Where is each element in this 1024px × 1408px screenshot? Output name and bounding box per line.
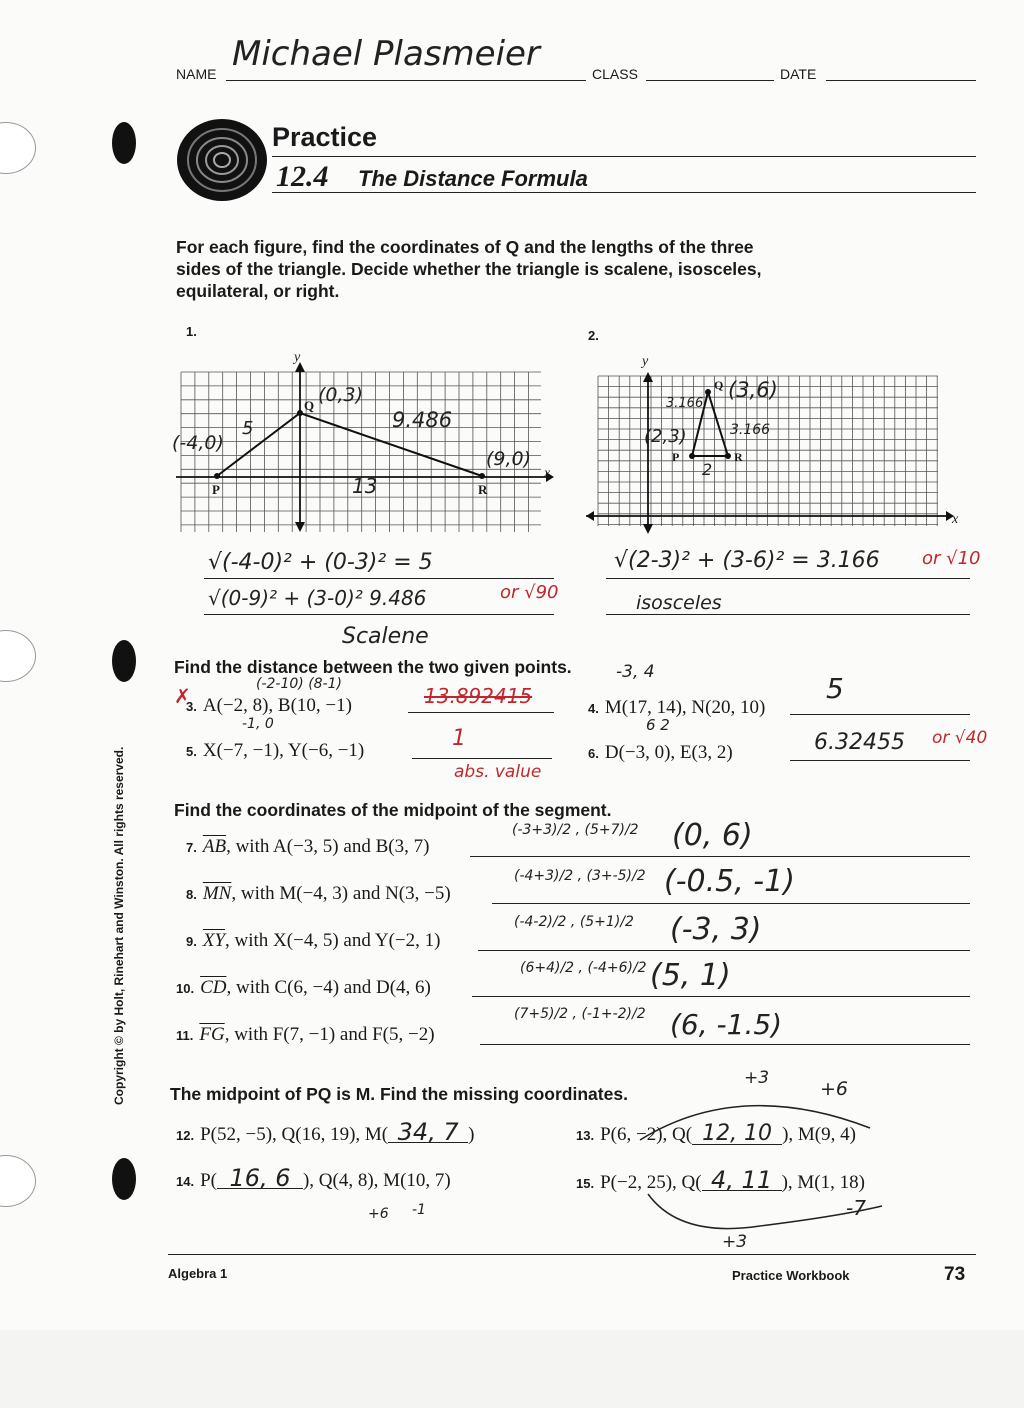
- p11-answer-line: [480, 1044, 970, 1045]
- date-line: [826, 80, 976, 81]
- figure2-number: 2.: [588, 328, 599, 343]
- problem-3: [186, 695, 352, 717]
- fig1-side-pr: 13: [352, 474, 378, 498]
- problem-8: [186, 883, 451, 905]
- p8-number: 8.: [186, 887, 197, 902]
- figure1-graph: [176, 352, 566, 540]
- p9-number: 9.: [186, 934, 197, 949]
- p5-note: abs. value: [454, 762, 542, 782]
- p8-answer: (-0.5, -1): [664, 864, 795, 899]
- fig1-side-pq: 5: [242, 418, 254, 439]
- fig1-axis-y: y: [294, 350, 301, 365]
- p10-text: , with C(6, −4) and D(4, 6): [226, 977, 431, 998]
- p9-segment: $\overline{XY}$: [202, 930, 226, 951]
- p5-text: X(−7, −1), Y(−6, −1): [202, 740, 365, 761]
- p14-number: 14.: [176, 1174, 195, 1189]
- punch-mark: [112, 122, 136, 164]
- p11-work: (7+5)/2 , (-1+-2)/2: [514, 1006, 646, 1022]
- p4-number: 4.: [588, 701, 599, 716]
- fig2-work-1: √(2-3)² + (3-6)² = 3.166: [614, 548, 880, 573]
- fig1-answer-q: (0,3): [318, 384, 364, 406]
- footer-left: Algebra 1: [168, 1266, 228, 1281]
- p8-text: , with M(−4, 3) and N(3, −5): [231, 883, 451, 904]
- instructions: For each figure, find the coordinates of Q and the lengths of the three sides of the triangle. Decide whether the triangle is scalene, isosceles, equilateral, or right.: [176, 237, 762, 301]
- fig2-answer-q: (3,6): [728, 378, 778, 402]
- student-name: Michael Plasmeier: [232, 34, 540, 74]
- p6-work: 6 2: [646, 716, 670, 734]
- fig2-answer-p: (2,3): [644, 426, 687, 447]
- p13-note-1: +3: [744, 1068, 770, 1088]
- handwritten-arcs: [600, 1088, 890, 1238]
- p8-work: (-4+3)/2 , (3+-5)/2: [514, 868, 646, 884]
- title-rule-2: [272, 192, 976, 193]
- problem-9: [186, 930, 440, 952]
- p14-answer: 16, 6: [217, 1168, 303, 1189]
- problem-5: [186, 740, 364, 762]
- p5-answer: 1: [452, 726, 466, 751]
- p6-text: D(−3, 0), E(3, 2): [604, 742, 733, 763]
- p15-close: ), M(1, 18): [781, 1172, 865, 1193]
- footer-rule: [168, 1254, 976, 1255]
- punch-mark: [112, 1158, 136, 1200]
- fig1-answer-line-2: [204, 614, 554, 615]
- name-line: [226, 80, 586, 81]
- p13-text: P(6, −2), Q(: [600, 1124, 693, 1145]
- figure1-number: 1.: [186, 324, 197, 339]
- fig1-answer-r: (9,0): [486, 448, 532, 470]
- p3-answer-line: [408, 712, 554, 713]
- p14-note-1: +6: [368, 1206, 389, 1222]
- p10-number: 10.: [176, 981, 195, 996]
- p4-work: -3, 4: [616, 662, 655, 682]
- fig2-label-q: Q: [714, 378, 724, 392]
- p7-text: , with A(−3, 5) and B(3, 7): [226, 836, 430, 857]
- problem-7: [186, 836, 429, 858]
- p6-answer-alt: or √40: [932, 728, 988, 748]
- p13-close: ), M(9, 4): [782, 1124, 856, 1145]
- p7-answer: (0, 6): [672, 818, 753, 853]
- p10-answer: (5, 1): [650, 958, 731, 993]
- problem-10: [176, 977, 431, 999]
- p12-number: 12.: [176, 1128, 195, 1143]
- p10-work: (6+4)/2 , (-4+6)/2: [520, 960, 647, 976]
- p3-mark: ✗: [174, 684, 191, 708]
- footer-right: Practice Workbook: [732, 1268, 850, 1283]
- p10-segment: $\overline{CD}$: [200, 977, 227, 998]
- fig2-classification: isosceles: [636, 592, 722, 614]
- section-title: The Distance Formula: [358, 166, 588, 191]
- p9-answer: (-3, 3): [670, 912, 762, 947]
- p6-answer: 6.32455: [814, 730, 905, 755]
- fig2-answer-line-1: [606, 578, 970, 579]
- p11-segment: $\overline{FG}$: [199, 1024, 225, 1045]
- missing-heading: The midpoint of PQ is M. Find the missing coordinates.: [170, 1084, 628, 1104]
- date-label: DATE: [780, 66, 817, 82]
- fig2-side-qr: 3.166: [730, 422, 771, 438]
- fig1-work-2-alt: or √90: [500, 582, 559, 603]
- p14-close: ), Q(4, 8), M(10, 7): [302, 1170, 451, 1191]
- p5-answer-line: [412, 758, 552, 759]
- p3-work: (-2-10) (8-1): [256, 676, 342, 692]
- fig1-work-1: √(-4-0)² + (0-3)² = 5: [208, 550, 433, 575]
- fig2-axis-y: y: [642, 354, 649, 369]
- problem-14: [176, 1164, 451, 1192]
- fig1-label-p: P: [212, 482, 220, 497]
- p12-answer: 34, 7: [388, 1122, 468, 1143]
- distance-heading: Find the distance between the two given points.: [174, 657, 572, 677]
- problem-6: [588, 742, 733, 764]
- p7-answer-line: [470, 856, 970, 857]
- p11-answer: (6, -1.5): [670, 1008, 783, 1041]
- p3-answer: 13.892415: [424, 684, 533, 708]
- punch-mark: [112, 640, 136, 682]
- p9-work: (-4-2)/2 , (5+1)/2: [514, 914, 634, 930]
- practice-logo-icon: [176, 118, 268, 202]
- p7-number: 7.: [186, 840, 197, 855]
- fig2-side-pq: 3.166: [666, 396, 704, 411]
- p3-number: 3.: [186, 699, 197, 714]
- p11-number: 11.: [176, 1028, 194, 1043]
- p12-text: P(52, −5), Q(16, 19), M(: [200, 1124, 389, 1145]
- p11-text: , with F(7, −1) and F(5, −2): [224, 1024, 435, 1045]
- fig1-axis-x: x: [544, 466, 551, 481]
- p13-note-2: +6: [820, 1078, 849, 1100]
- p15-answer: 4, 11: [702, 1170, 782, 1191]
- title-rule: [272, 156, 976, 157]
- p13-number: 13.: [576, 1128, 595, 1143]
- fig2-label-r: R: [734, 450, 743, 464]
- p4-answer: 5: [826, 672, 844, 705]
- p6-answer-line: [790, 760, 970, 761]
- problem-12: [176, 1118, 475, 1146]
- p15-note-2: +3: [722, 1232, 748, 1252]
- fig1-label-r: R: [478, 482, 488, 497]
- p5-number: 5.: [186, 744, 197, 759]
- p9-text: , with X(−4, 5) and Y(−2, 1): [225, 930, 441, 951]
- fig2-work-1-alt: or √10: [922, 548, 981, 569]
- fig2-answer-line-2: [606, 614, 970, 615]
- class-label: CLASS: [592, 66, 638, 82]
- p5-work: -1, 0: [242, 716, 274, 732]
- p8-answer-line: [492, 903, 970, 904]
- p6-number: 6.: [588, 746, 599, 761]
- p14-note-2: -1: [412, 1202, 426, 1218]
- fig2-side-pr: 2: [702, 460, 713, 479]
- fig1-answer-p: (-4,0): [172, 432, 224, 454]
- fig2-label-p: P: [672, 450, 680, 464]
- p10-answer-line: [472, 996, 970, 997]
- p3-text: A(−2, 8), B(10, −1): [202, 695, 352, 716]
- p15-text: P(−2, 25), Q(: [600, 1172, 702, 1193]
- p9-answer-line: [478, 950, 970, 951]
- p4-text: M(17, 14), N(20, 10): [604, 697, 766, 718]
- p4-answer-line: [790, 714, 970, 715]
- p12-close: ): [468, 1124, 475, 1145]
- scanner-bed: [0, 1330, 1024, 1408]
- fig1-work-2: √(0-9)² + (3-0)² 9.486: [208, 586, 427, 610]
- name-label: NAME: [176, 66, 217, 82]
- p14-text: P(: [200, 1170, 217, 1191]
- section-number: 12.4: [276, 160, 329, 193]
- page-number: 73: [944, 1264, 966, 1285]
- fig1-answer-line-1: [204, 578, 554, 579]
- class-line: [646, 80, 774, 81]
- midpoint-heading: Find the coordinates of the midpoint of the segment.: [174, 800, 612, 820]
- p13-answer: 12, 10: [692, 1124, 782, 1145]
- p8-segment: $\overline{MN}$: [202, 883, 232, 904]
- p15-number: 15.: [576, 1176, 595, 1191]
- fig1-classification: Scalene: [342, 624, 429, 649]
- copyright-notice: Copyright © by Holt, Rinehart and Winston. All rights reserved.: [112, 746, 126, 1105]
- p7-segment: $\overline{AB}$: [202, 836, 227, 857]
- practice-title: Practice: [272, 122, 378, 152]
- problem-11: [176, 1024, 435, 1046]
- problem-4: [588, 697, 765, 719]
- fig1-side-qr: 9.486: [392, 408, 453, 432]
- p7-work: (-3+3)/2 , (5+7)/2: [512, 822, 639, 838]
- fig1-label-q: Q: [304, 398, 315, 413]
- fig2-axis-x: x: [952, 512, 959, 527]
- p15-note-1: -7: [846, 1196, 866, 1220]
